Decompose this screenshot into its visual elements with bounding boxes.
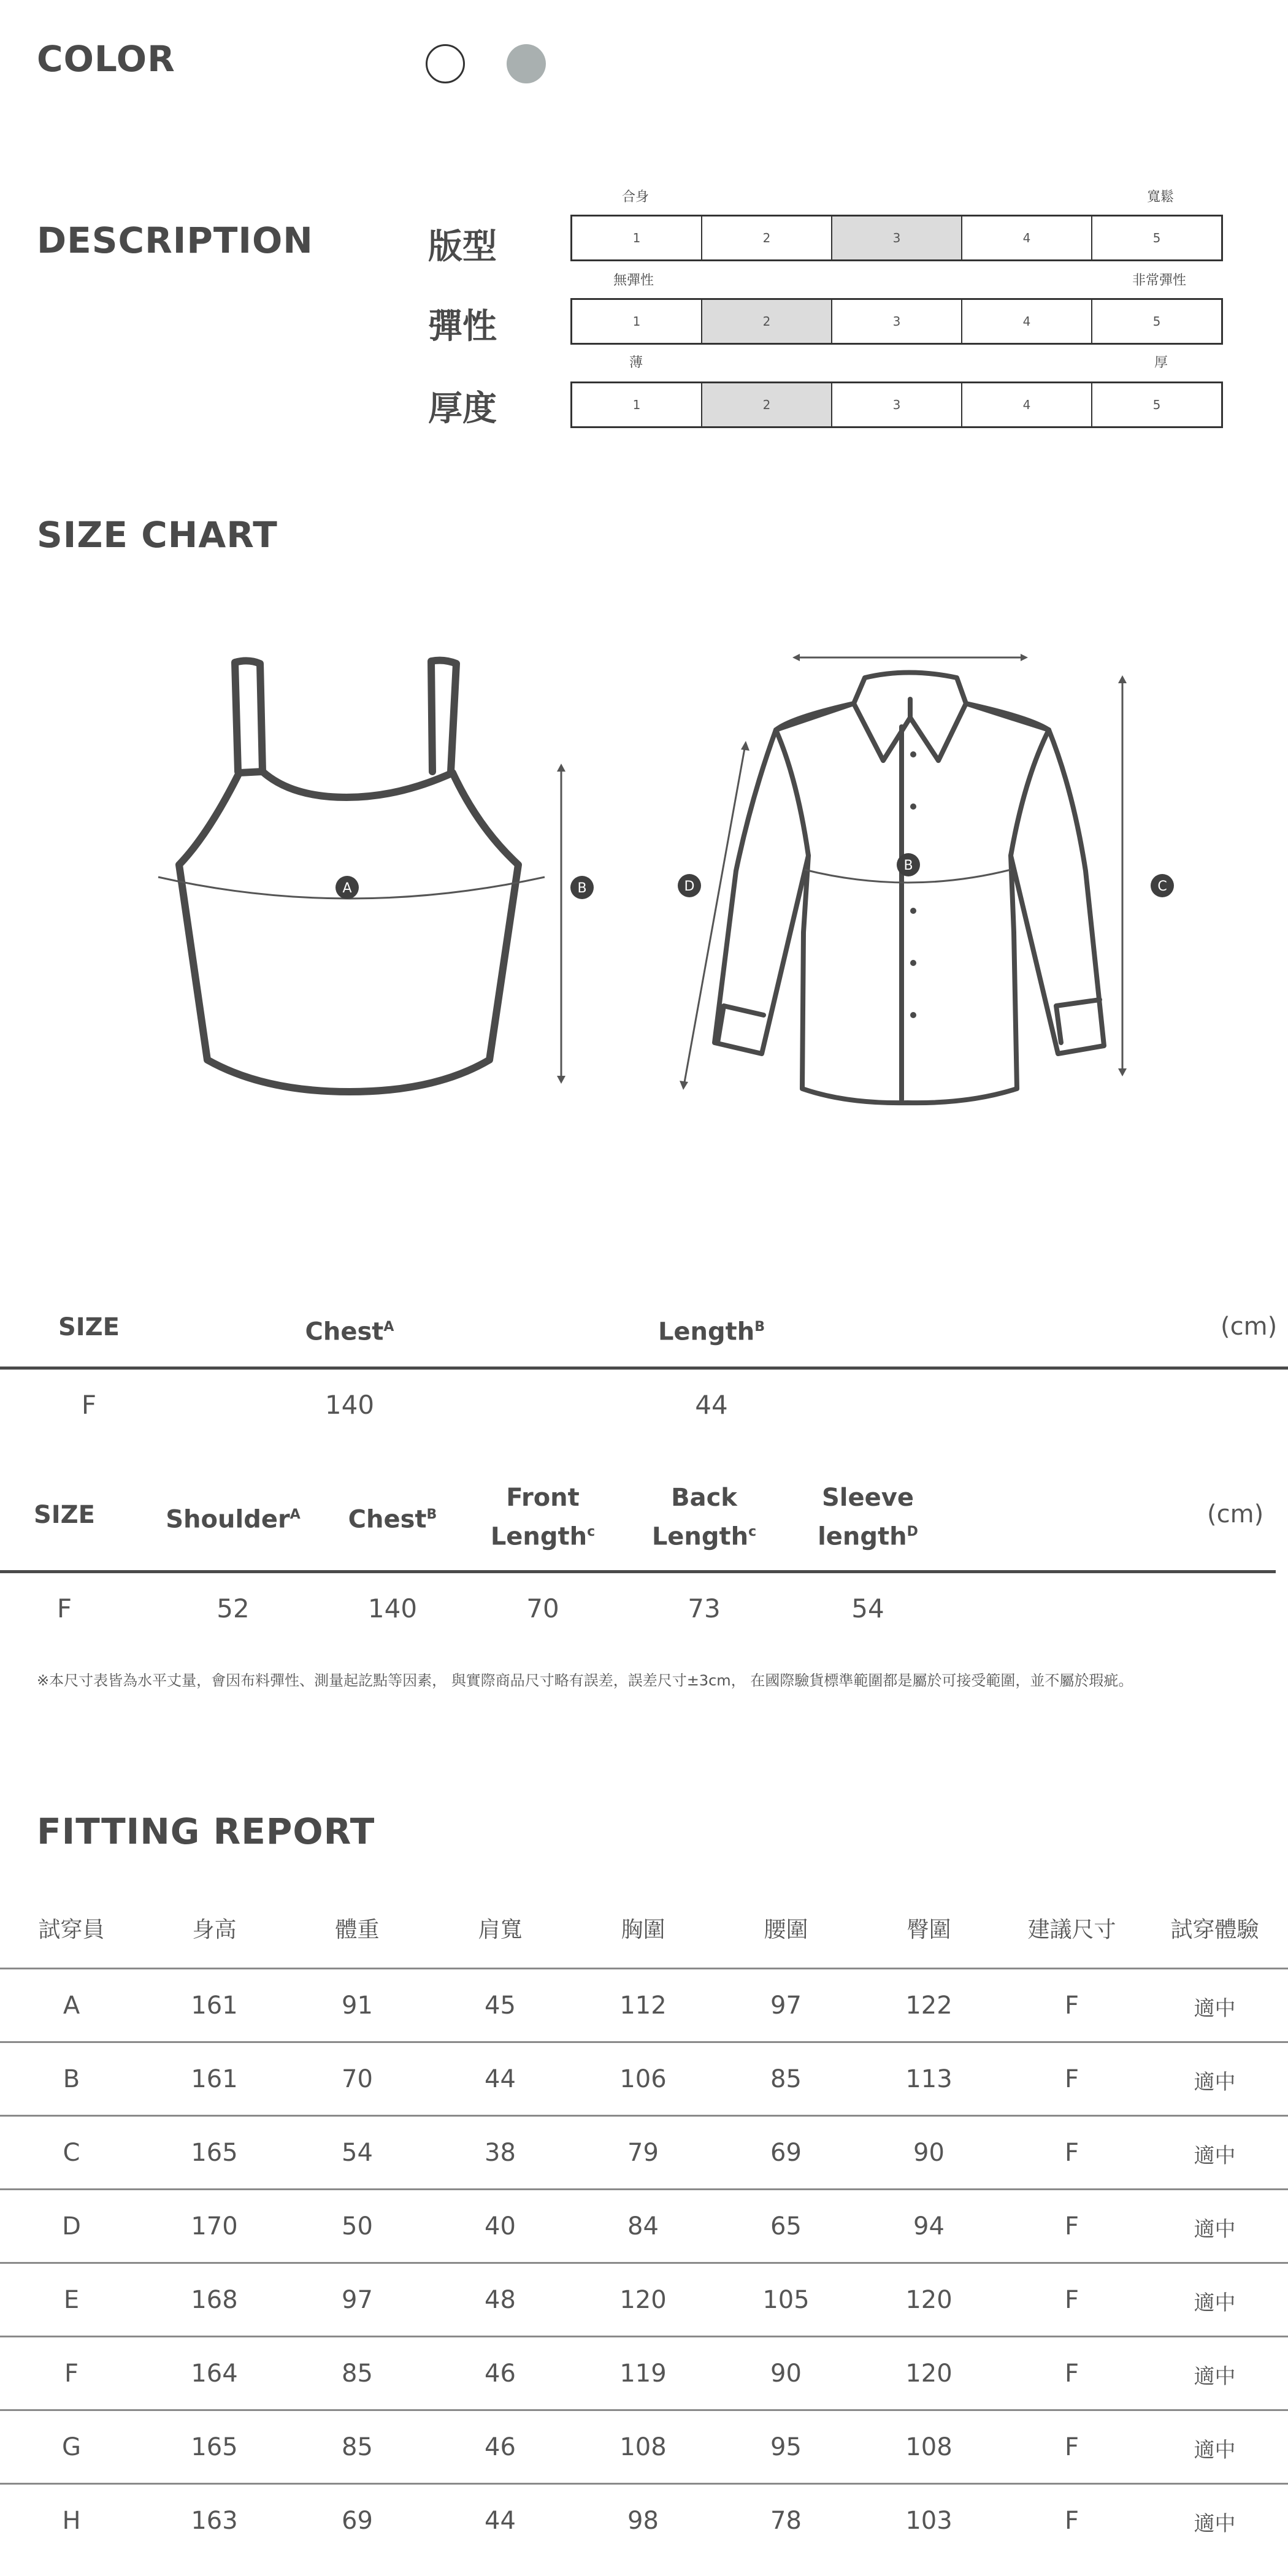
t1-length-text: Length xyxy=(657,1317,755,1346)
t2-front-length-header xyxy=(475,1481,610,1554)
fitting-cell: 98 xyxy=(627,2507,659,2535)
fitting-cell: 122 xyxy=(905,1991,953,2020)
scale-cell: 4 xyxy=(962,300,1092,343)
fitting-cell: 103 xyxy=(905,2507,953,2535)
t2-sleeve-length-value: 54 xyxy=(851,1593,884,1623)
arrow-head xyxy=(557,1076,565,1084)
scale-cell: 2 xyxy=(702,217,832,259)
t1-length-sup: B xyxy=(754,1319,765,1335)
t1-length-value: 44 xyxy=(695,1390,728,1420)
scale-cell: 3 xyxy=(832,383,962,426)
t2-size-value: F xyxy=(56,1593,72,1623)
fitting-cell: 94 xyxy=(913,2212,945,2241)
color-swatch-gray[interactable] xyxy=(507,44,546,83)
fr-header-weight: 體重 xyxy=(335,1917,380,1942)
shirt-label-b xyxy=(897,853,920,876)
arrow-head xyxy=(680,1081,688,1090)
fitting-cell: 適中 xyxy=(1194,2438,1236,2463)
t2-front-line1: Front xyxy=(506,1484,580,1512)
fr-header-suggested-size: 建議尺寸 xyxy=(1027,1917,1116,1942)
fitting-cell: 95 xyxy=(770,2433,802,2461)
shirt-outline xyxy=(715,673,1104,1103)
fitting-report-heading: FITTING REPORT xyxy=(37,1811,375,1852)
scale-cell: 2 xyxy=(702,383,832,426)
fitting-cell: 79 xyxy=(627,2139,659,2167)
t2-unit: (cm) xyxy=(1207,1500,1264,1528)
shirt-label-d xyxy=(678,874,701,897)
fit-label: 版型 xyxy=(428,227,497,267)
fitting-cell: F xyxy=(1064,1991,1079,2020)
fitting-cell: 84 xyxy=(627,2212,659,2241)
scale-cell: 5 xyxy=(1152,231,1161,245)
shirt-right-yoke xyxy=(966,703,1049,730)
t2-shoulder-sup: A xyxy=(289,1507,301,1522)
label-b2-text: B xyxy=(903,858,913,873)
t2-sleeve-length-header xyxy=(797,1481,938,1554)
t1-chest-header xyxy=(270,1310,429,1349)
fitting-cell: 69 xyxy=(770,2139,802,2167)
measurement-note: ※本尺寸表皆為水平丈量，會因布料彈性、測量起訖點等因素， 與實際商品尺寸略有誤差，誤差尺寸±3cm， 在國際驗貨標準範圍都是屬於可接受範圍，並不屬於瑕疵。 xyxy=(37,1672,1133,1689)
tank-left-strap xyxy=(235,661,263,772)
fitting-cell: F xyxy=(1064,2286,1079,2314)
fitting-cell: 163 xyxy=(191,2507,238,2535)
t2-front-length-value: 70 xyxy=(526,1593,559,1623)
fitting-cell: E xyxy=(63,2286,80,2314)
shirt-left-yoke xyxy=(776,703,854,730)
elasticity-left-caption: 無彈性 xyxy=(613,273,654,288)
shirt-buttons xyxy=(910,751,916,1018)
fitting-row xyxy=(0,1969,1288,2043)
fitting-cell: 161 xyxy=(191,1991,238,2020)
fitting-cell: 97 xyxy=(342,2286,373,2314)
fitting-cell: 適中 xyxy=(1194,1996,1236,2021)
t1-size-header: SIZE xyxy=(58,1313,120,1341)
fitting-cell: F xyxy=(64,2359,79,2388)
shirt-button xyxy=(910,1012,916,1018)
fitting-cell: 44 xyxy=(485,2507,516,2535)
label-c-text: C xyxy=(1157,879,1167,894)
shirt-button xyxy=(910,751,916,757)
fitting-cell: G xyxy=(62,2433,81,2461)
fitting-cell: 97 xyxy=(770,1991,802,2020)
arrow-head xyxy=(792,654,800,661)
fitting-cell: 108 xyxy=(619,2433,667,2461)
fitting-cell: 164 xyxy=(191,2359,238,2388)
fitting-cell: F xyxy=(1064,2359,1079,2388)
fitting-cell: 適中 xyxy=(1194,2217,1236,2242)
fitting-cell: 38 xyxy=(485,2139,516,2167)
fr-header-shoulder: 肩寬 xyxy=(478,1917,523,1942)
fitting-cell: 45 xyxy=(485,1991,516,2020)
fr-header-tester: 試穿員 xyxy=(38,1917,105,1942)
fitting-cell: 106 xyxy=(619,2065,667,2093)
arrow-head xyxy=(1118,675,1127,683)
tank-body xyxy=(179,772,518,1092)
fitting-cell: 70 xyxy=(342,2065,373,2093)
fitting-cell: F xyxy=(1064,2139,1079,2167)
thickness-right-caption: 厚 xyxy=(1154,355,1168,370)
size-chart-heading: SIZE CHART xyxy=(37,514,278,556)
arrow-head xyxy=(557,764,565,772)
fitting-cell: 78 xyxy=(770,2507,802,2535)
fitting-cell: F xyxy=(1064,2065,1079,2093)
color-swatch-white[interactable] xyxy=(426,44,465,83)
fitting-cell: 165 xyxy=(191,2433,238,2461)
fitting-cell: 46 xyxy=(485,2433,516,2461)
t1-unit: (cm) xyxy=(1221,1313,1278,1341)
scale-cell: 4 xyxy=(962,383,1092,426)
fitting-cell: H xyxy=(62,2507,81,2535)
elasticity-label: 彈性 xyxy=(428,307,497,347)
t2-back-line1: Back xyxy=(671,1484,737,1512)
fitting-cell: 105 xyxy=(762,2286,810,2314)
shirt-right-armhole xyxy=(1011,730,1049,856)
elasticity-right-caption: 非常彈性 xyxy=(1132,273,1187,288)
fitting-cell: C xyxy=(63,2139,80,2167)
thickness-scale xyxy=(570,381,1223,428)
t2-back-sup: c xyxy=(748,1524,757,1539)
arrow-head xyxy=(741,741,749,751)
label-b-text: B xyxy=(577,881,587,896)
t2-back-line2 xyxy=(637,1515,772,1554)
t2-back-length-header xyxy=(637,1481,772,1554)
fitting-cell: 170 xyxy=(191,2212,238,2241)
t2-back-length-value: 73 xyxy=(688,1593,721,1623)
shirt-label-c xyxy=(1151,874,1174,897)
t2-shoulder-header xyxy=(159,1498,307,1536)
t2-shoulder-text: Shoulder xyxy=(166,1505,290,1534)
fitting-cell: 120 xyxy=(905,2359,953,2388)
fitting-cell: 85 xyxy=(342,2433,373,2461)
fitting-cell: 85 xyxy=(342,2359,373,2388)
shirt-left-armhole xyxy=(776,730,808,856)
tank-label-b xyxy=(570,876,594,899)
fitting-cell: 90 xyxy=(913,2139,945,2167)
tank-label-a xyxy=(335,876,359,899)
t1-chest-text: Chest xyxy=(305,1317,384,1346)
fitting-cell: 113 xyxy=(905,2065,953,2093)
garment-diagram xyxy=(0,613,1288,1122)
t2-shoulder-value: 52 xyxy=(217,1593,250,1623)
t2-divider xyxy=(0,1570,1276,1573)
t2-back-length-text: Length xyxy=(651,1522,749,1551)
fitting-row xyxy=(0,2411,1288,2485)
fitting-cell: 適中 xyxy=(1194,2512,1236,2536)
fitting-cell: 65 xyxy=(770,2212,802,2241)
t2-sleeve-length-text: length xyxy=(818,1522,907,1551)
scale-cell: 3 xyxy=(832,300,962,343)
scale-cell: 5 xyxy=(1152,397,1161,412)
fitting-cell: 91 xyxy=(342,1991,373,2020)
fitting-cell: 119 xyxy=(619,2359,667,2388)
fitting-cell: A xyxy=(63,1991,80,2020)
fitting-row xyxy=(0,2190,1288,2264)
color-heading: COLOR xyxy=(37,38,175,80)
fit-scale xyxy=(570,215,1223,261)
t1-size-value: F xyxy=(81,1390,97,1420)
fitting-cell: 50 xyxy=(342,2212,373,2241)
t2-front-line2 xyxy=(475,1515,610,1554)
fitting-cell: 168 xyxy=(191,2286,238,2314)
t2-sleeve-line2 xyxy=(797,1515,938,1554)
elasticity-scale xyxy=(570,298,1223,345)
fitting-row xyxy=(0,2485,1288,2558)
fitting-cell: 適中 xyxy=(1194,2291,1236,2315)
fr-header-waist: 腰圍 xyxy=(764,1917,808,1942)
fitting-cell: 165 xyxy=(191,2139,238,2167)
shirt-right-cuff xyxy=(1056,1000,1100,1043)
t2-chest-text: Chest xyxy=(348,1505,427,1534)
shirt-body xyxy=(715,703,1104,1103)
shirt-button xyxy=(910,908,916,914)
fitting-cell: 適中 xyxy=(1194,2144,1236,2168)
t2-sleeve-line1: Sleeve xyxy=(822,1484,914,1512)
thickness-label: 厚度 xyxy=(428,389,497,429)
scale-cell: 5 xyxy=(1152,314,1161,329)
t2-front-length-text: Length xyxy=(490,1522,588,1551)
fr-header-chest: 胸圍 xyxy=(621,1917,665,1942)
fitting-cell: 適中 xyxy=(1194,2070,1236,2095)
fitting-cell: 40 xyxy=(485,2212,516,2241)
fitting-cell: 120 xyxy=(905,2286,953,2314)
scale-cell: 2 xyxy=(702,300,832,343)
fitting-cell: 85 xyxy=(770,2065,802,2093)
label-d-text: D xyxy=(684,879,695,894)
fitting-cell: 44 xyxy=(485,2065,516,2093)
fitting-cell: D xyxy=(62,2212,81,2241)
t2-sleeve-sup: D xyxy=(907,1524,918,1539)
fit-right-caption: 寬鬆 xyxy=(1147,190,1175,205)
scale-cell: 1 xyxy=(572,300,702,343)
fr-header-height: 身高 xyxy=(192,1917,237,1942)
t1-length-header xyxy=(632,1310,791,1349)
t2-chest-sup: B xyxy=(426,1507,437,1522)
fitting-cell: 108 xyxy=(905,2433,953,2461)
shirt-left-cuff xyxy=(718,1006,764,1043)
fr-header-experience: 試穿體驗 xyxy=(1170,1917,1259,1942)
fitting-row xyxy=(0,2117,1288,2190)
fitting-cell: F xyxy=(1064,2433,1079,2461)
fitting-cell: 120 xyxy=(619,2286,667,2314)
t2-chest-header xyxy=(331,1498,454,1536)
scale-cell: 3 xyxy=(832,217,962,259)
scale-cell: 1 xyxy=(572,217,702,259)
fitting-cell: 46 xyxy=(485,2359,516,2388)
shirt-button xyxy=(910,960,916,966)
fitting-cell: B xyxy=(63,2065,80,2093)
scale-cell: 1 xyxy=(572,383,702,426)
thickness-left-caption: 薄 xyxy=(629,355,643,370)
t2-chest-value: 140 xyxy=(367,1593,418,1623)
fitting-row xyxy=(0,2264,1288,2337)
fitting-cell: 54 xyxy=(342,2139,373,2167)
shirt-button xyxy=(910,803,916,810)
fitting-cell: 48 xyxy=(485,2286,516,2314)
fitting-cell: 適中 xyxy=(1194,2364,1236,2389)
t2-size-header: SIZE xyxy=(33,1501,96,1529)
fitting-row xyxy=(0,2337,1288,2411)
tank-right-strap xyxy=(431,661,456,772)
t1-divider xyxy=(0,1367,1288,1370)
fr-header-hip: 臀圍 xyxy=(907,1917,951,1942)
description-heading: DESCRIPTION xyxy=(37,220,313,261)
fitting-cell: 69 xyxy=(342,2507,373,2535)
t1-chest-value: 140 xyxy=(324,1390,375,1420)
arrow-head xyxy=(1118,1068,1127,1076)
fitting-cell: F xyxy=(1064,2507,1079,2535)
fitting-cell: 90 xyxy=(770,2359,802,2388)
scale-cell: 4 xyxy=(962,217,1092,259)
fitting-cell: F xyxy=(1064,2212,1079,2241)
label-a-text: A xyxy=(342,881,352,896)
fitting-cell: 161 xyxy=(191,2065,238,2093)
fitting-row xyxy=(0,2043,1288,2117)
t1-chest-sup: A xyxy=(383,1319,394,1335)
fitting-cell: 112 xyxy=(619,1991,667,2020)
arrow-head xyxy=(1021,654,1028,661)
fit-left-caption: 合身 xyxy=(622,190,650,205)
t2-front-sup: c xyxy=(587,1524,596,1539)
